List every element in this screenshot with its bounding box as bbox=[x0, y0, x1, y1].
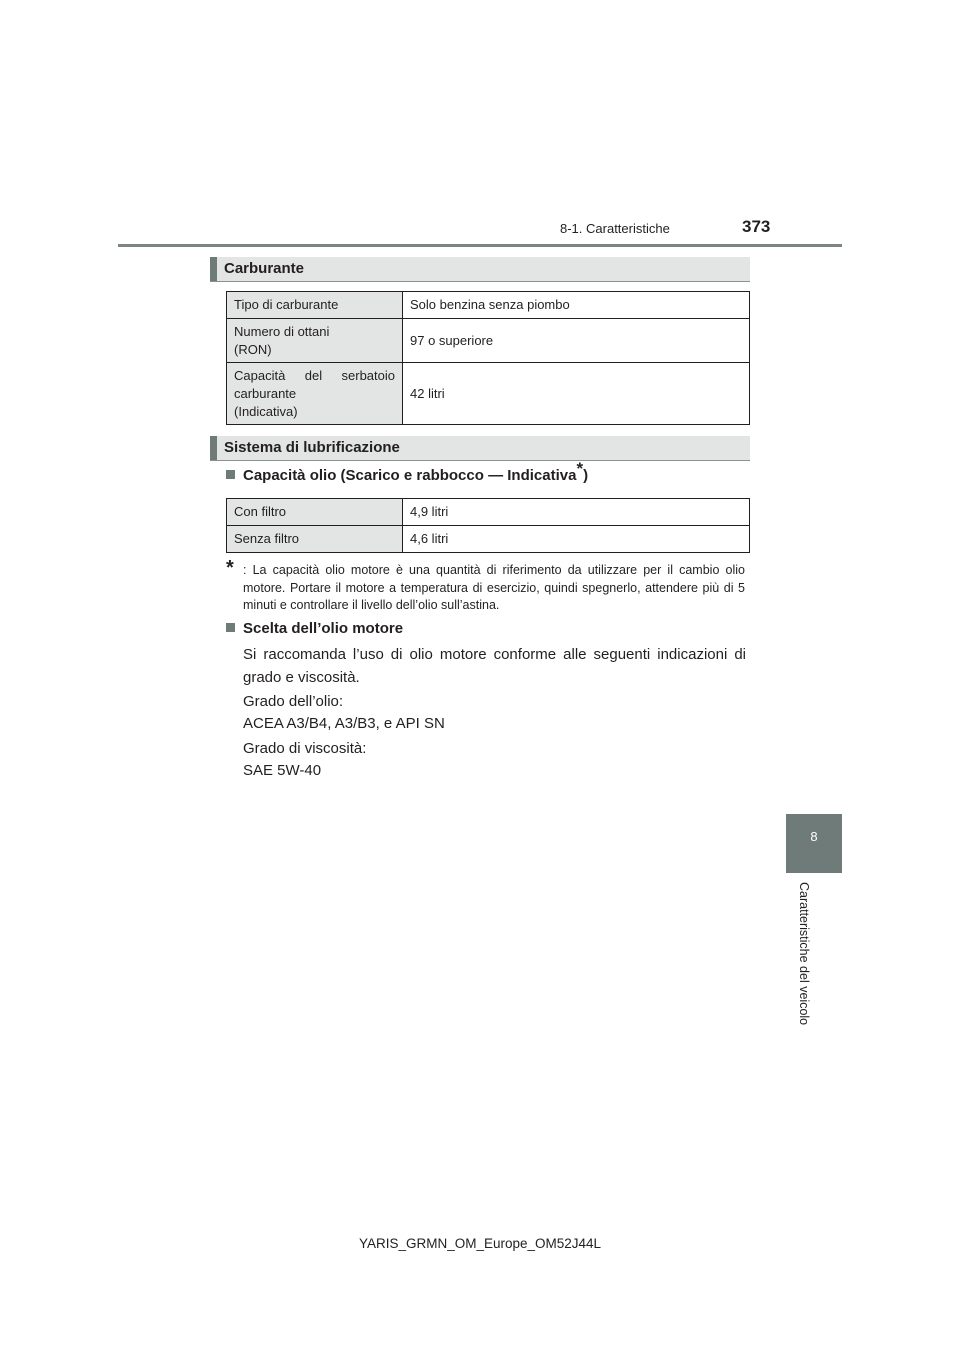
subheading-text: Capacità olio (Scarico e rabbocco — Indicativa bbox=[243, 467, 577, 484]
table-row bbox=[227, 319, 750, 363]
table-key bbox=[227, 319, 403, 363]
section-header-bar bbox=[210, 436, 217, 460]
viscosity-value: SAE 5W-40 bbox=[243, 762, 322, 779]
subheading-text: Scelta dell’olio motore bbox=[243, 620, 404, 637]
table-key-line: Capacità del serbatoio bbox=[234, 367, 395, 383]
table-key bbox=[227, 363, 403, 425]
viscosity-label: Grado di viscosità: bbox=[243, 740, 367, 757]
section-title: Carburante bbox=[224, 260, 305, 277]
section-header-lubrication bbox=[210, 436, 750, 461]
oil-choice-paragraph: Si raccomanda l’uso di olio motore conforme alle seguenti indicazioni di grado e viscosità. bbox=[243, 646, 746, 686]
table-key-line: Numero di ottani bbox=[234, 323, 330, 339]
table-value: 97 o superiore bbox=[403, 319, 750, 363]
table-value: 4,6 litri bbox=[403, 526, 750, 553]
table-value: Solo benzina senza piombo bbox=[403, 292, 750, 319]
header-rule bbox=[118, 244, 842, 247]
table-key: Tipo di carburante bbox=[227, 292, 403, 319]
section-title: Sistema di lubrificazione bbox=[224, 439, 400, 456]
running-header-section: 8-1. Caratteristiche bbox=[560, 221, 670, 236]
chapter-tab-number: 8 bbox=[810, 829, 818, 844]
subheading-oil-choice bbox=[226, 620, 403, 637]
chapter-tab-label: Caratteristiche del veicolo bbox=[797, 882, 811, 1026]
subheading-close: ) bbox=[583, 467, 589, 484]
table-key-line: (RON) bbox=[234, 341, 272, 357]
table-key: Con filtro bbox=[227, 499, 403, 526]
square-bullet-icon bbox=[226, 623, 235, 632]
table-row bbox=[227, 526, 750, 553]
oil-grade-label: Grado dell’olio: bbox=[243, 693, 344, 710]
section-header-fuel bbox=[210, 257, 750, 282]
table-row bbox=[227, 499, 750, 526]
footnote-mark: * bbox=[226, 557, 234, 579]
footnote-text: : La capacità olio motore è una quantità di riferimento da utilizzare per il cambio olio motore. Portare il motore a temperatura di esercizio, quindi spegnerlo, attendere più di 5 minuti e controllare il livello dell’olio sull’astina. bbox=[243, 563, 745, 612]
table-value: 42 litri bbox=[403, 363, 750, 425]
subheading-oil-capacity bbox=[226, 459, 589, 484]
table-value: 4,9 litri bbox=[403, 499, 750, 526]
oil-grade-value: ACEA A3/B4, A3/B3, e API SN bbox=[243, 715, 445, 732]
oil-capacity-table bbox=[226, 498, 750, 553]
footnote-mark: * bbox=[576, 459, 584, 478]
fuel-spec-table bbox=[226, 291, 750, 425]
section-header-bar bbox=[210, 257, 217, 281]
table-row bbox=[227, 292, 750, 319]
page-number: 373 bbox=[742, 217, 771, 236]
table-key: Senza filtro bbox=[227, 526, 403, 553]
document-footer: YARIS_GRMN_OM_Europe_OM52J44L bbox=[358, 1236, 602, 1251]
table-key-line: carburante bbox=[234, 385, 297, 401]
square-bullet-icon bbox=[226, 470, 235, 479]
table-key-line: (Indicativa) bbox=[234, 403, 298, 419]
table-row bbox=[227, 363, 750, 425]
